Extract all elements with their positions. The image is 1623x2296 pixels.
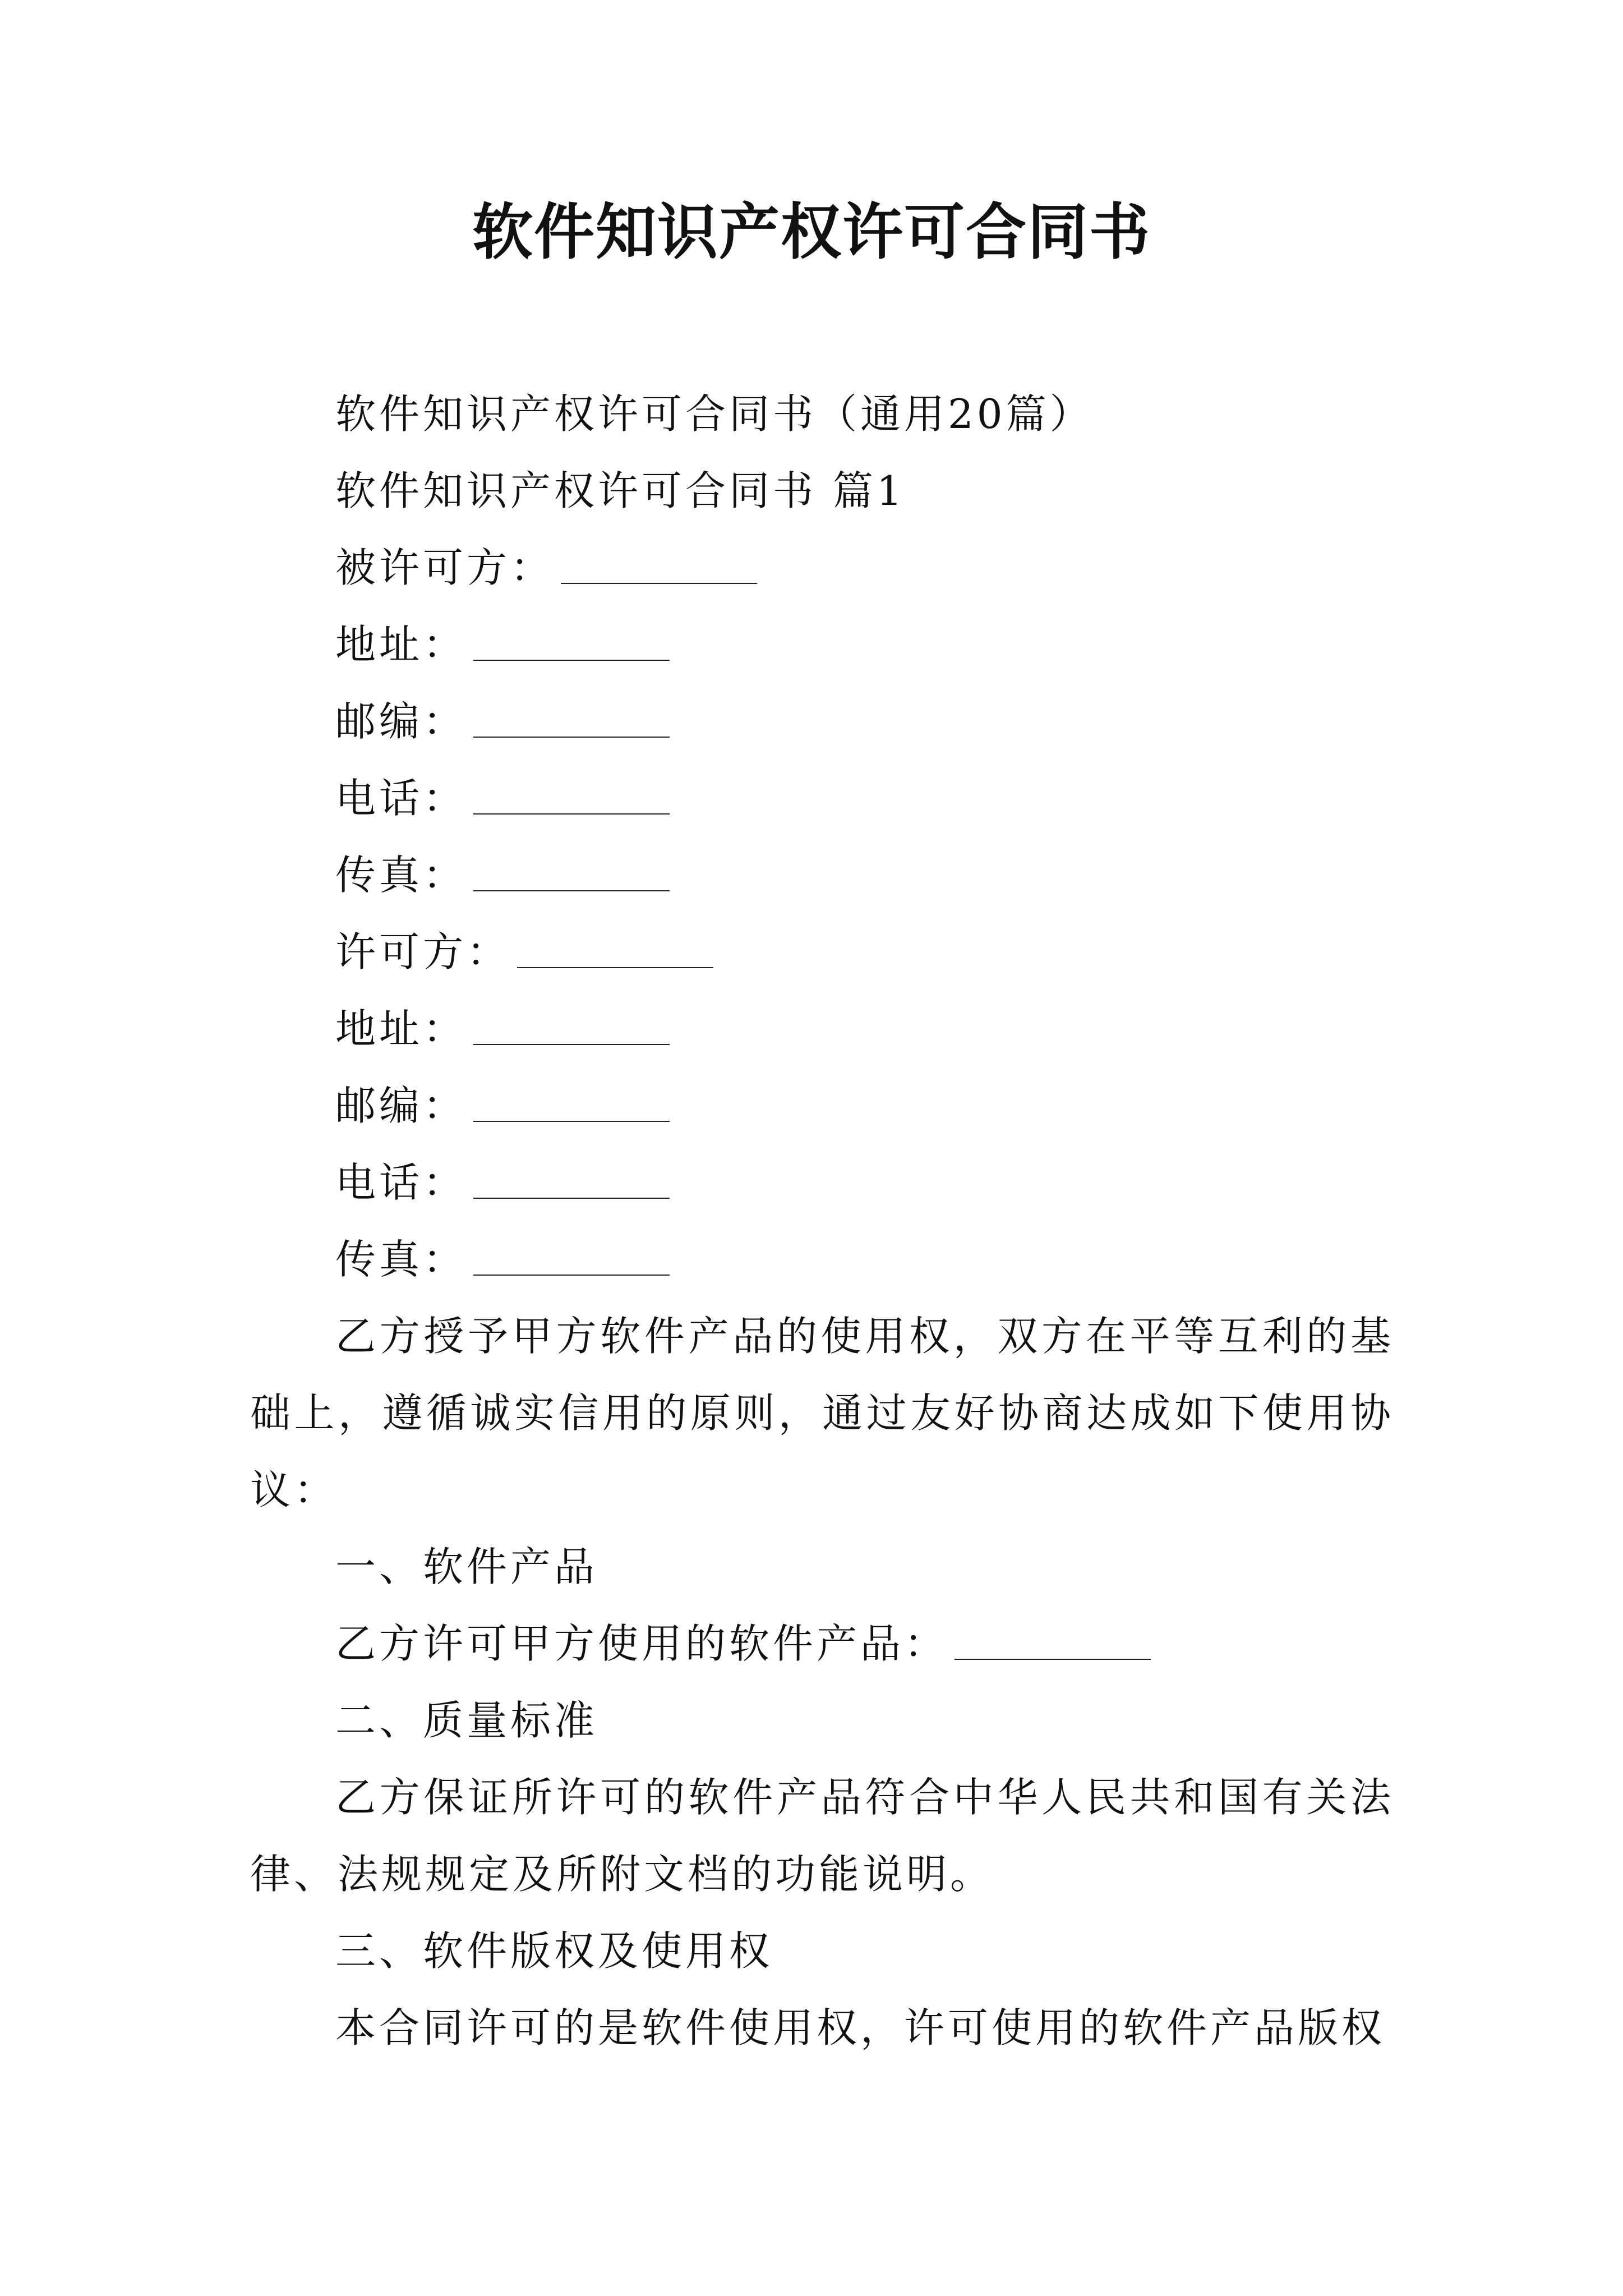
licensee-fax-field <box>250 837 1394 914</box>
licensor-phone-field <box>250 1144 1394 1221</box>
section1-heading: 一、软件产品 <box>335 1543 598 1590</box>
phone-label: 电话： <box>335 775 467 822</box>
licensee-field <box>250 530 1394 606</box>
licensor-field <box>250 914 1394 991</box>
postcode-label: 邮编： <box>335 1082 467 1129</box>
fill-in-blank <box>561 583 757 584</box>
fill-in-blank <box>473 890 670 891</box>
address-label: 地址： <box>335 1005 467 1052</box>
postcode-label: 邮编： <box>335 698 467 745</box>
fill-in-blank <box>473 813 670 815</box>
fill-in-blank <box>473 1121 670 1122</box>
section1-label: 乙方许可甲方使用的软件产品： <box>335 1620 948 1667</box>
address-label: 地址： <box>335 621 467 668</box>
licensor-postcode-field <box>250 1068 1394 1144</box>
part-heading: 软件知识产权许可合同书 篇1 <box>335 467 906 514</box>
document-title: 软件知识产权许可合同书 <box>472 197 1151 268</box>
licensee-phone-field <box>250 760 1394 837</box>
intro-paragraph: 乙方授予甲方软件产品的使用权，双方在平等互利的基础上，遵循诚实信用的原则，通过友好协商达成如下使用协议： <box>250 1313 1394 1513</box>
document-body <box>250 376 1394 2067</box>
licensee-postcode-field <box>250 683 1394 760</box>
licensee-address-field <box>250 606 1394 683</box>
licensor-label: 许可方： <box>335 928 511 976</box>
licensee-label: 被许可方： <box>335 544 555 591</box>
fax-label: 传真： <box>335 1236 467 1283</box>
section1-text <box>250 1605 1394 1682</box>
section2-text: 乙方保证所许可的软件产品符合中华人民共和国有关法律、法规规定及所附文档的功能说明。 <box>250 1774 1394 1898</box>
licensor-address-field <box>250 991 1394 1068</box>
fill-in-blank <box>473 1198 670 1199</box>
fill-in-blank <box>473 1044 670 1045</box>
fill-in-blank <box>955 1659 1151 1660</box>
section2-heading: 二、质量标准 <box>335 1697 598 1744</box>
licensor-fax-field <box>250 1221 1394 1298</box>
fill-in-blank <box>473 737 670 738</box>
section3-text: 本合同许可的是软件使用权，许可使用的软件产品版权 <box>335 2004 1386 2051</box>
fill-in-blank <box>473 660 670 661</box>
fill-in-blank <box>473 1274 670 1276</box>
fax-label: 传真： <box>335 852 467 899</box>
phone-label: 电话： <box>335 1159 467 1206</box>
subtitle: 软件知识产权许可合同书（通用20篇） <box>335 390 1094 438</box>
section3-heading: 三、软件版权及使用权 <box>335 1927 773 1975</box>
fill-in-blank <box>517 967 713 968</box>
